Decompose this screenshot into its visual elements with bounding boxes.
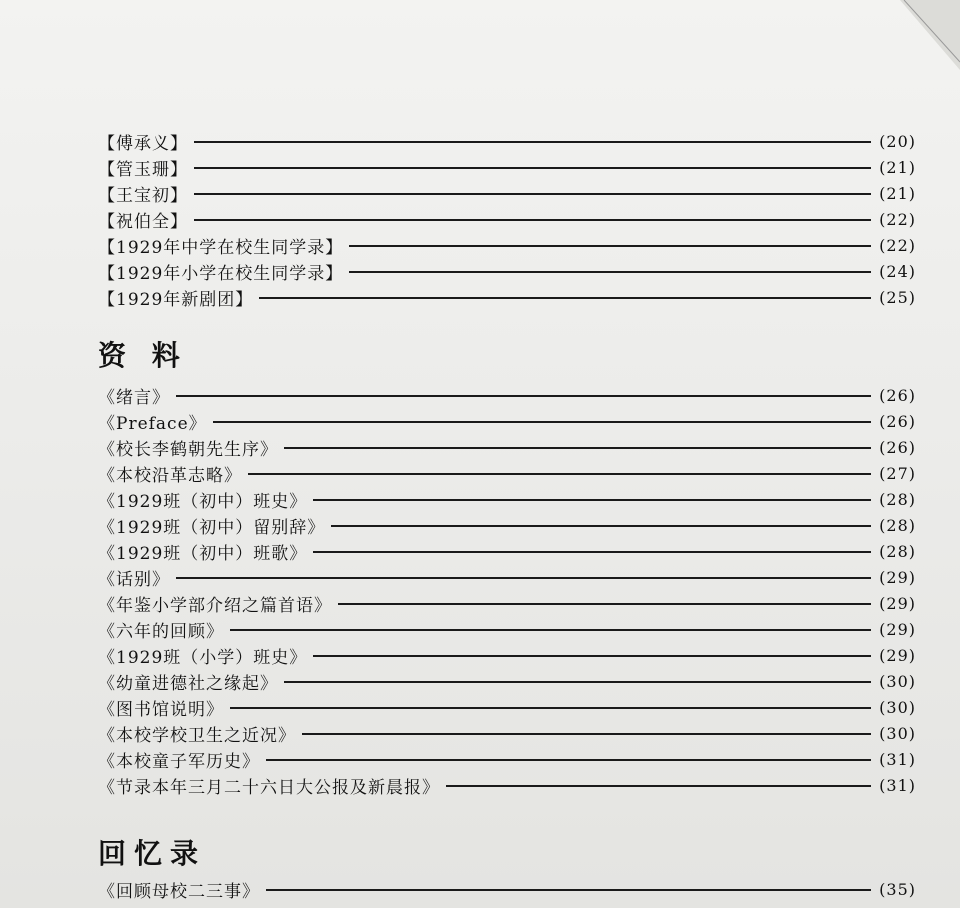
toc-leader-line — [213, 421, 872, 423]
toc-entry — [98, 206, 916, 232]
toc-entry-page: (28) — [879, 489, 916, 509]
toc-leader-line — [331, 525, 871, 527]
toc-entry-title: 《年鉴小学部介绍之篇首语》 — [98, 595, 332, 616]
toc-entry — [98, 232, 916, 258]
toc-leader-line — [230, 707, 871, 709]
toc-entry — [98, 694, 916, 720]
toc-entry — [98, 564, 916, 590]
toc-entry-page: (22) — [879, 209, 916, 229]
toc-leader-line — [284, 447, 871, 449]
toc-entry-title: 《校长李鹤朝先生序》 — [98, 439, 278, 460]
toc-leader-line — [313, 655, 871, 657]
toc-leader-line — [176, 395, 871, 397]
toc-entry-page: (31) — [879, 749, 916, 769]
toc-leader-line — [446, 785, 871, 787]
toc-entry-page: (29) — [879, 593, 916, 613]
toc-entry-title: 【祝伯全】 — [98, 211, 188, 232]
toc-entry — [98, 434, 916, 460]
toc-entry — [98, 460, 916, 486]
toc-entry — [98, 408, 916, 434]
toc-entry-page: (35) — [879, 879, 916, 899]
toc-entry-page: (27) — [879, 463, 916, 483]
toc-entry — [98, 746, 916, 772]
toc-leader-line — [338, 603, 871, 605]
toc-entry-title: 《本校童子军历史》 — [98, 751, 260, 772]
toc-entry — [98, 128, 916, 154]
page-corner-fold — [890, 0, 960, 70]
toc-leader-line — [194, 167, 871, 169]
toc-entry-title: 《1929班（小学）班史》 — [98, 647, 308, 668]
toc-entry-page: (25) — [879, 287, 916, 307]
toc-leader-line — [313, 499, 871, 501]
toc-entry — [98, 772, 916, 798]
toc-entry-title: 【1929年小学在校生同学录】 — [98, 263, 344, 284]
toc-leader-line — [266, 889, 871, 891]
toc-entry-page: (29) — [879, 567, 916, 587]
toc-leader-line — [248, 473, 871, 475]
toc-entry-page: (26) — [879, 385, 916, 405]
toc-entry — [98, 642, 916, 668]
toc-entry-page: (20) — [879, 131, 916, 151]
toc-entry — [98, 180, 916, 206]
toc-entry-title: 《1929班（初中）班史》 — [98, 491, 308, 512]
toc-entry-title: 《回顾母校二三事》 — [98, 881, 260, 902]
toc-entry-title: 《六年的回顾》 — [98, 621, 224, 642]
toc-entry-page: (22) — [879, 235, 916, 255]
toc-entry-page: (24) — [879, 261, 916, 281]
toc-entry-page: (30) — [879, 671, 916, 691]
toc-leader-line — [194, 219, 871, 221]
toc-leader-line — [349, 245, 871, 247]
toc-entry — [98, 538, 916, 564]
toc-entry-title: 《本校沿革志略》 — [98, 465, 242, 486]
toc-leader-line — [284, 681, 871, 683]
toc-entry-title: 《话别》 — [98, 569, 170, 590]
toc-entry — [98, 258, 916, 284]
toc-leader-line — [259, 297, 871, 299]
toc-entry-title: 《绪言》 — [98, 387, 170, 408]
toc-leader-line — [194, 193, 871, 195]
toc-memoirs-list — [98, 876, 916, 902]
toc-leader-line — [194, 141, 871, 143]
section-heading-materials: 资 料 — [98, 339, 188, 372]
toc-entry — [98, 154, 916, 180]
toc-entry-page: (28) — [879, 541, 916, 561]
toc-entry-page: (29) — [879, 619, 916, 639]
toc-entry-title: 《本校学校卫生之近况》 — [98, 725, 296, 746]
toc-entry-page: (21) — [879, 157, 916, 177]
toc-leader-line — [349, 271, 871, 273]
toc-materials-list — [98, 382, 916, 798]
toc-entry-title: 【管玉珊】 — [98, 159, 188, 180]
toc-entry-title: 《幼童进德社之缘起》 — [98, 673, 278, 694]
toc-entry — [98, 512, 916, 538]
toc-entry-title: 【1929年中学在校生同学录】 — [98, 237, 344, 258]
toc-entry — [98, 382, 916, 408]
toc-entry-title: 【王宝初】 — [98, 185, 188, 206]
toc-entry-title: 《1929班（初中）班歌》 — [98, 543, 308, 564]
toc-entry-page: (31) — [879, 775, 916, 795]
toc-entry-title: 《Preface》 — [98, 413, 207, 434]
toc-entry-page: (26) — [879, 411, 916, 431]
toc-leader-line — [313, 551, 871, 553]
toc-entry-page: (26) — [879, 437, 916, 457]
toc-entry-title: 《1929班（初中）留别辞》 — [98, 517, 326, 538]
toc-people-list — [98, 128, 916, 310]
toc-entry-page: (30) — [879, 697, 916, 717]
toc-entry-page: (30) — [879, 723, 916, 743]
toc-entry-title: 【1929年新剧团】 — [98, 289, 254, 310]
toc-entry-page: (29) — [879, 645, 916, 665]
toc-entry-page: (21) — [879, 183, 916, 203]
toc-entry — [98, 876, 916, 902]
toc-leader-line — [302, 733, 871, 735]
toc-entry-title: 【傅承义】 — [98, 133, 188, 154]
toc-leader-line — [176, 577, 871, 579]
toc-entry — [98, 284, 916, 310]
toc-entry — [98, 486, 916, 512]
toc-entry-page: (28) — [879, 515, 916, 535]
toc-entry — [98, 590, 916, 616]
toc-entry-title: 《节录本年三月二十六日大公报及新晨报》 — [98, 777, 440, 798]
section-heading-memoirs: 回忆录 — [98, 837, 207, 870]
toc-leader-line — [230, 629, 871, 631]
toc-entry — [98, 668, 916, 694]
toc-entry — [98, 616, 916, 642]
toc-leader-line — [266, 759, 871, 761]
toc-entry — [98, 720, 916, 746]
toc-entry-title: 《图书馆说明》 — [98, 699, 224, 720]
